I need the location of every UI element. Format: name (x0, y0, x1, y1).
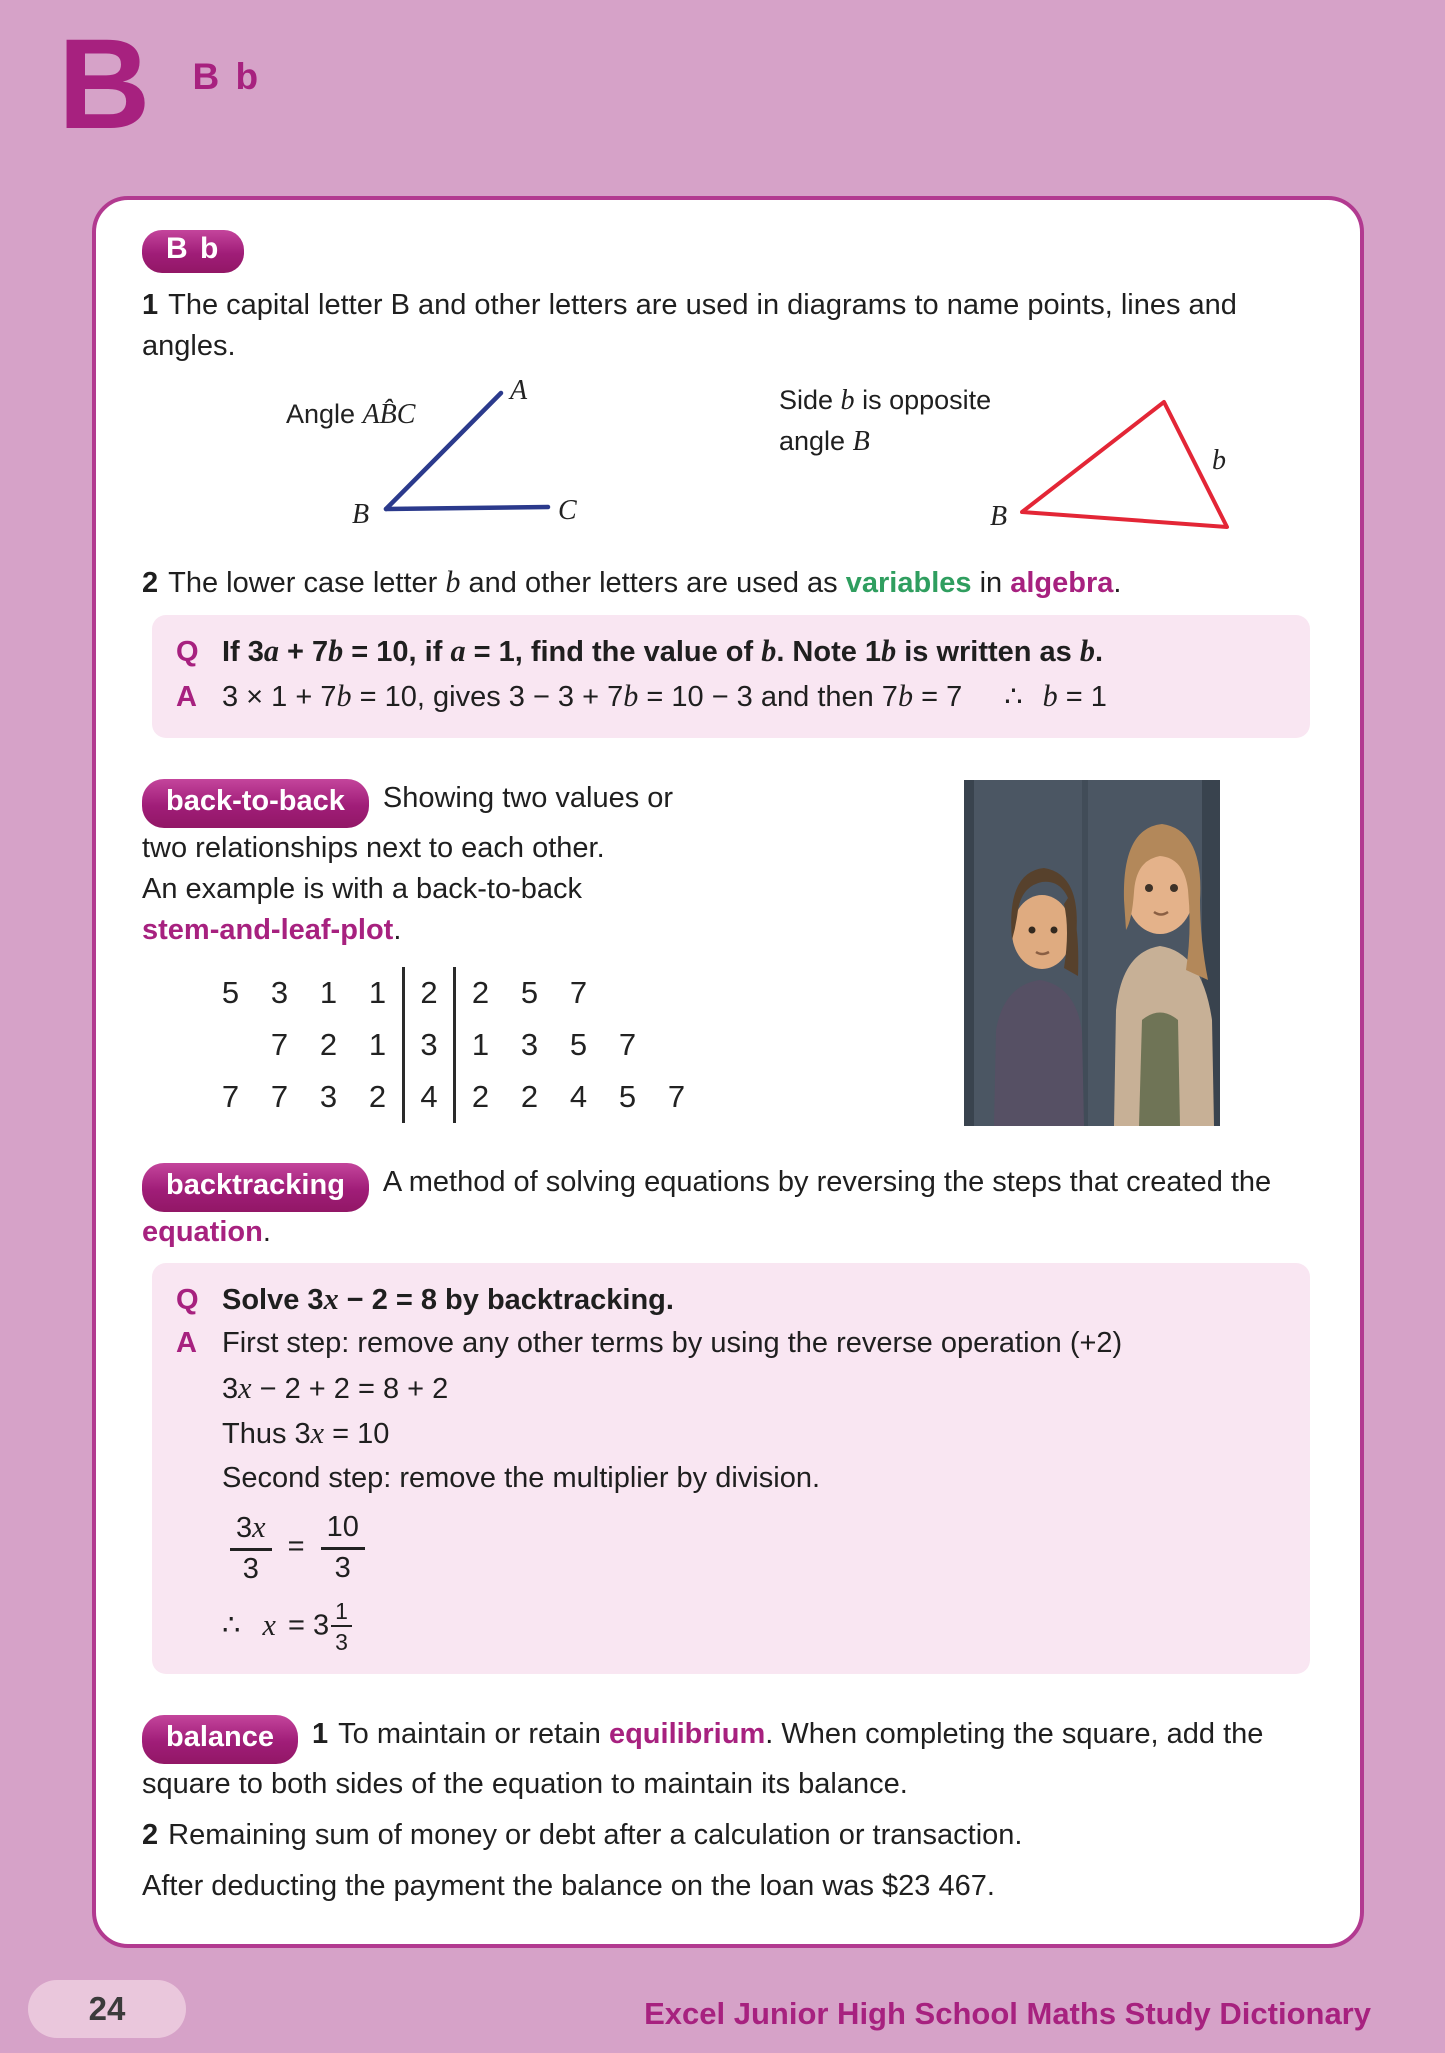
term-backtracking: backtracking (142, 1163, 369, 1212)
stemleaf-row (206, 1071, 701, 1123)
leaf-digit: 2 (319, 1027, 338, 1063)
leaf-digit: 7 (270, 1079, 289, 1115)
footer-title: Excel Junior High School Maths Study Dictionary (644, 1996, 1371, 2031)
fraction: $\frac{1}{3}$ (331, 1598, 352, 1656)
a-label: A (176, 681, 197, 714)
leaf-digit: 3 (520, 1027, 539, 1063)
entry-number: 2 (142, 567, 159, 600)
leaf-digit: 7 (569, 975, 588, 1011)
leaf-digit: 7 (270, 1027, 289, 1063)
xref-algebra[interactable]: algebra (1010, 567, 1114, 600)
result-line: ∴ x = 3 $\frac{1}{3}$ (176, 1598, 1286, 1656)
page-number: 24 (88, 1990, 126, 2027)
point-label-c: C (558, 495, 577, 527)
leaf-digit: 1 (319, 975, 338, 1011)
stemleaf-row (206, 1019, 701, 1071)
leaf-digit: 1 (368, 975, 387, 1011)
entry-balance (136, 1714, 1320, 1908)
triangle-caption: Side b is opposite angle B (779, 385, 992, 458)
back-to-back-definition: back-to-back Showing two values or two relationships next to each other. An example is with a back-to-back stem-and-leaf-plot. (142, 778, 812, 952)
photo-two-girls-back-to-back (964, 780, 1220, 1126)
corner-header (58, 13, 262, 156)
q-label: Q (176, 1283, 199, 1316)
triangle-side-label-b: b (1212, 445, 1226, 477)
content-card (92, 196, 1364, 1948)
term-back-to-back: back-to-back (142, 779, 369, 828)
qa-box-b (152, 615, 1310, 738)
angle-arm-bc (386, 507, 548, 509)
triangle-shape (1022, 402, 1227, 527)
angle-caption: Angle AB̂C (286, 399, 416, 431)
entry-bb-1 (142, 285, 1320, 367)
fraction: $\frac{10}{3}$ (321, 1511, 365, 1585)
q-label: Q (176, 635, 199, 668)
page-number-pill (28, 1980, 186, 2038)
leaf-digit: 7 (667, 1079, 686, 1115)
xref-stem-and-leaf-plot[interactable]: stem-and-leaf-plot (142, 914, 394, 947)
therefore-symbol: ∴ (222, 1609, 241, 1642)
leaf-digit: 3 (270, 975, 289, 1011)
leaf-digit: 1 (368, 1027, 387, 1063)
working-line: Thus 3x = 10 (222, 1416, 390, 1451)
triangle-vertex-label-B: B (990, 501, 1008, 533)
leaf-digit: 2 (368, 1079, 387, 1115)
leaf-digit: 1 (471, 1027, 490, 1063)
point-label-a: A (510, 377, 528, 407)
balance-example: After deducting the payment the balance on the loan was $23 467. (142, 1870, 995, 1903)
angle-diagram (286, 377, 606, 543)
leaf-digit: 7 (618, 1027, 637, 1063)
qa-box-backtracking (152, 1263, 1310, 1674)
fraction: $\frac{3x}{3}$ (230, 1510, 272, 1586)
question-line: Q If 3a + 7b = 10, if a = 1, find the value of b. Note 1b is written as b. (176, 629, 1286, 675)
balance-definition-2: 2 Remaining sum of money or debt after a calculation or transaction. (142, 1819, 1023, 1852)
entry-text: The capital letter B and other letters are used in diagrams to name points, lines and angles. (142, 289, 1237, 363)
fraction-line: $\frac{3x}{3}$ = $\frac{10}{3}$ (176, 1510, 1286, 1586)
leaf-digit: 7 (221, 1079, 240, 1115)
answer-line: A First step: remove any other terms by using the reverse operation (+2) (176, 1322, 1286, 1366)
leaf-digit: 3 (319, 1079, 338, 1115)
stem-digit: 4 (402, 1071, 456, 1123)
stem-digit: 2 (402, 967, 456, 1019)
leaf-digit: 2 (471, 1079, 490, 1115)
xref-equilibrium[interactable]: equilibrium (608, 1717, 766, 1750)
working-line: Second step: remove the multiplier by division. (222, 1461, 821, 1494)
point-label-b: B (352, 499, 370, 531)
stemleaf-row (206, 967, 701, 1019)
xref-equation[interactable]: equation (142, 1215, 263, 1248)
girl-right (1114, 824, 1214, 1126)
therefore-symbol: ∴ (1004, 681, 1023, 714)
leaf-digit: 4 (569, 1079, 588, 1115)
section-letter-label: B b (192, 56, 262, 97)
leaf-digit: 5 (221, 975, 240, 1011)
a-label: A (176, 1327, 197, 1360)
leaf-digit: 5 (520, 975, 539, 1011)
section-letter: B (58, 13, 151, 156)
leaf-digit: 5 (569, 1027, 588, 1063)
leaf-digit: 2 (471, 975, 490, 1011)
question-line: Q Solve 3x − 2 = 8 by backtracking. (176, 1277, 1286, 1323)
triangle-diagram-block (779, 377, 1284, 553)
answer-line: A 3 × 1 + 7b = 10, gives 3 − 3 + 7b = 10 − 3 and then 7b = 7 ∴ b = 1 (176, 674, 1286, 720)
balance-definition-1: balance 1 To maintain or retain equilibrium. When completing the square, add the square to both sides of the equation to maintain its balance. (142, 1714, 1320, 1805)
entry-number: 1 (142, 289, 159, 321)
bb-badge: B b (142, 230, 244, 273)
xref-variables[interactable]: variables (845, 567, 972, 600)
triangle-diagram (984, 377, 1284, 549)
working-line: 3x − 2 + 2 = 8 + 2 (222, 1370, 449, 1405)
entry-backtracking: backtracking A method of solving equations by reversing the steps that created the equation. (142, 1162, 1320, 1253)
entry-back-to-back (142, 778, 1320, 1136)
diagrams-row (136, 377, 1320, 553)
stem-digit: 3 (402, 1019, 456, 1071)
leaf-digit: 2 (520, 1079, 539, 1115)
entry-bb-2: 2 The lower case letter b and other letters are used as variables in algebra. (142, 565, 1122, 600)
leaf-digit: 5 (618, 1079, 637, 1115)
term-balance: balance (142, 1715, 298, 1764)
stem-and-leaf-plot (206, 967, 701, 1123)
